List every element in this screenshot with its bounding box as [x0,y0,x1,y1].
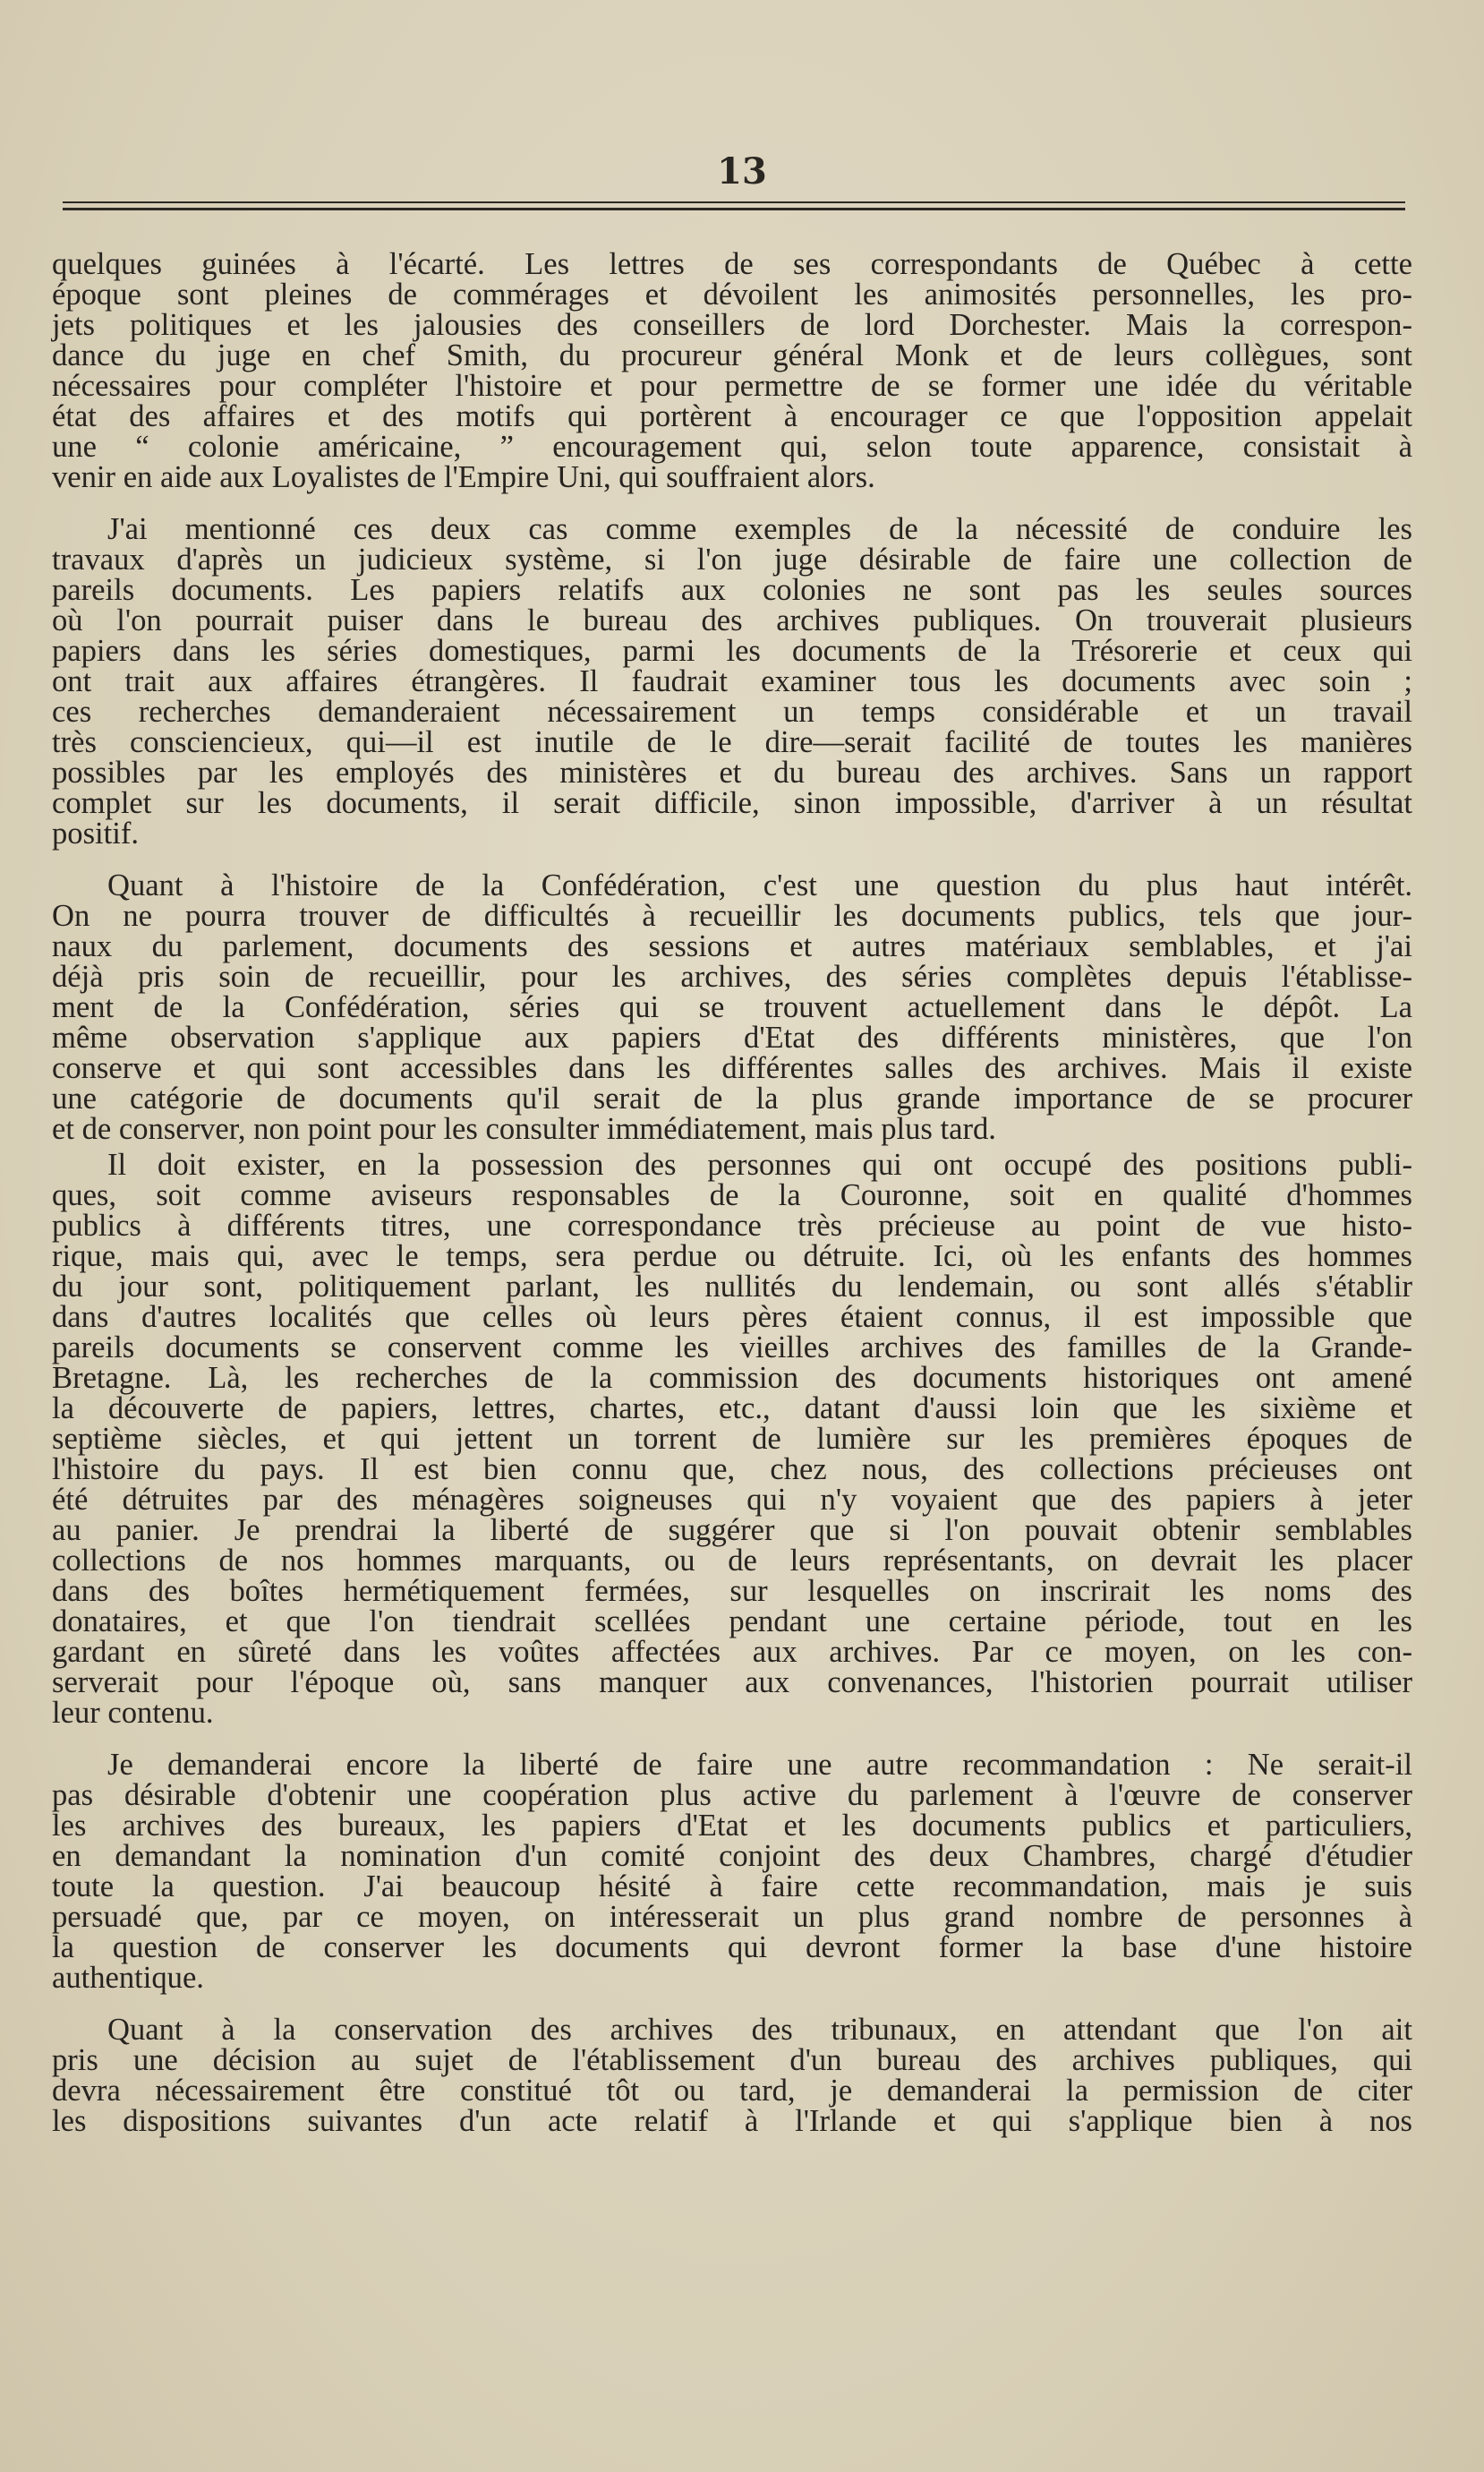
text-line: les dispositions suivantes d'un acte relatif à l'Irlande et qui s'applique bien à nos [52,2104,1412,2138]
text-line: état des affaires et des motifs qui portèrent à encourager ce que l'opposition appelait [52,399,1412,433]
text-line: et de conserver, non point pour les consulter immédiatement, mais plus tard. [52,1112,996,1146]
text-line: en demandant la nomination d'un comité conjoint des deux Chambres, chargé d'étudier [52,1839,1412,1873]
text-line: la question de conserver les documents qui devront former la base d'une histoire [52,1930,1412,1964]
text-line: dans d'autres localités que celles où leurs pères étaient connus, il est impossible que [52,1300,1412,1334]
text-line: du jour sont, politiquement parlant, les nullités du lendemain, ou sont allés s'établir [52,1270,1412,1304]
text-line: quelques guinées à l'écarté. Les lettres de ses correspondants de Québec à cette [52,247,1412,281]
text-line: déjà pris soin de recueillir, pour les archives, des séries complètes depuis l'établisse- [52,960,1412,994]
text-line: Bretagne. Là, les recherches de la commission des documents historiques ont amené [52,1361,1412,1395]
text-line: nécessaires pour compléter l'histoire et pour permettre de se former une idée du véritable [52,369,1412,403]
header-rule-thick [63,208,1405,210]
text-line: donataires, et que l'on tiendrait scellées pendant une certaine période, tout en les [52,1604,1412,1638]
text-line: Quant à l'histoire de la Confédération, c'est une question du plus haut intérêt. [107,868,1412,902]
text-line: très consciencieux, qui—il est inutile de le dire—serait facilité de toutes les manières [52,725,1412,759]
text-line: une “ colonie américaine, ” encouragement qui, selon toute apparence, consistait à [52,430,1412,464]
paragraph [52,249,1412,492]
text-line: Il doit exister, en la possession des personnes qui ont occupé des positions publi- [107,1148,1412,1182]
text-line: possibles par les employés des ministères et du bureau des archives. Sans un rapport [52,756,1412,790]
text-line: une catégorie de documents qu'il serait de la plus grande importance de se procurer [52,1082,1412,1116]
text-line: publics à différents titres, une correspondance très précieuse au point de vue histo- [52,1209,1412,1243]
text-line: naux du parlement, documents des sessions et autres matériaux semblables, et j'ai [52,929,1412,963]
paragraph [52,514,1412,849]
text-line: complet sur les documents, il serait difficile, sinon impossible, d'arriver à un résultat [52,786,1412,820]
text-line: ment de la Confédération, séries qui se trouvent actuellement dans le dépôt. La [52,990,1412,1024]
text-line: ont trait aux affaires étrangères. Il faudrait examiner tous les documents avec soin ; [52,664,1412,698]
text-line: pris une décision au sujet de l'établissement d'un bureau des archives publiques, qui [52,2043,1412,2077]
text-line: pareils documents se conservent comme les vieilles archives des familles de la Grande- [52,1330,1412,1364]
text-line: la découverte de papiers, lettres, chartes, etc., datant d'aussi loin que les sixième et [52,1391,1412,1425]
paragraph [52,1150,1412,1728]
text-line: serverait pour l'époque où, sans manquer aux convenances, l'historien pourrait utiliser [52,1665,1412,1699]
text-line: leur contenu. [52,1696,214,1730]
text-line: rique, mais qui, avec le temps, sera perdue ou détruite. Ici, où les enfants des hommes [52,1239,1412,1273]
text-line: Quant à la conservation des archives des tribunaux, en attendant que l'on ait [107,2013,1412,2047]
text-line: authentique. [52,1961,204,1995]
text-line: devra nécessairement être constitué tôt ou tard, je demanderai la permission de citer [52,2074,1412,2108]
text-line: même observation s'applique aux papiers d'Etat des différents ministères, que l'on [52,1021,1412,1055]
text-line: collections de nos hommes marquants, ou de leurs représentants, on devrait les placer [52,1544,1412,1578]
page-number: 13 [717,150,767,192]
text-line: septième siècles, et qui jettent un torrent de lumière sur les premières époques de [52,1422,1412,1456]
text-line: pareils documents. Les papiers relatifs aux colonies ne sont pas les seules sources [52,573,1412,607]
text-line: dance du juge en chef Smith, du procureur général Monk et de leurs collègues, sont [52,338,1412,372]
paragraph [52,2014,1412,2136]
text-line: On ne pourra trouver de difficultés à recueillir les documents publics, tels que jour- [52,899,1412,933]
text-line: au panier. Je prendrai la liberté de suggérer que si l'on pouvait obtenir semblables [52,1513,1412,1547]
header-rule-thin [63,201,1405,203]
text-line: papiers dans les séries domestiques, parmi les documents de la Trésorerie et ceux qui [52,634,1412,668]
paragraph [52,1749,1412,1993]
text-line: persuadé que, par ce moyen, on intéresserait un plus grand nombre de personnes à [52,1900,1412,1934]
text-line: ques, soit comme aviseurs responsables de la Couronne, soit en qualité d'hommes [52,1178,1412,1212]
text-line: toute la question. J'ai beaucoup hésité à faire cette recommandation, mais je suis [52,1869,1412,1903]
text-line: Je demanderai encore la liberté de faire une autre recommandation : Ne serait-il [107,1748,1412,1782]
text-line: l'histoire du pays. Il est bien connu que, chez nous, des collections précieuses ont [52,1452,1412,1486]
text-line: venir en aide aux Loyalistes de l'Empire Uni, qui souffraient alors. [52,460,875,494]
text-line: conserve et qui sont accessibles dans les différentes salles des archives. Mais il existe [52,1051,1412,1085]
text-line: J'ai mentionné ces deux cas comme exemples de la nécessité de conduire les [107,512,1412,546]
text-line: travaux d'après un judicieux système, si l'on juge désirable de faire une collection de [52,543,1412,577]
text-line: positif. [52,817,140,851]
text-line: jets politiques et les jalousies des conseillers de lord Dorchester. Mais la correspon- [52,308,1412,342]
text-line: époque sont pleines de commérages et dévoilent les animosités personnelles, les pro- [52,278,1412,312]
text-line: été détruites par des ménagères soigneuses qui n'y voyaient que des papiers à jeter [52,1483,1412,1517]
text-line: où l'on pourrait puiser dans le bureau des archives publiques. On trouverait plusieurs [52,603,1412,637]
header-rule [63,201,1405,214]
text-line: gardant en sûreté dans les voûtes affectées aux archives. Par ce moyen, on les con- [52,1635,1412,1669]
text-line: dans des boîtes hermétiquement fermées, sur lesquelles on inscrirait les noms des [52,1574,1412,1608]
paragraph [52,870,1412,1144]
text-line: pas désirable d'obtenir une coopération plus active du parlement à l'œuvre de conserver [52,1778,1412,1812]
body-text [52,249,1412,2158]
text-line: les archives des bureaux, les papiers d'Etat et les documents publics et particuliers, [52,1809,1412,1843]
text-line: ces recherches demanderaient nécessairement un temps considérable et un travail [52,695,1412,729]
